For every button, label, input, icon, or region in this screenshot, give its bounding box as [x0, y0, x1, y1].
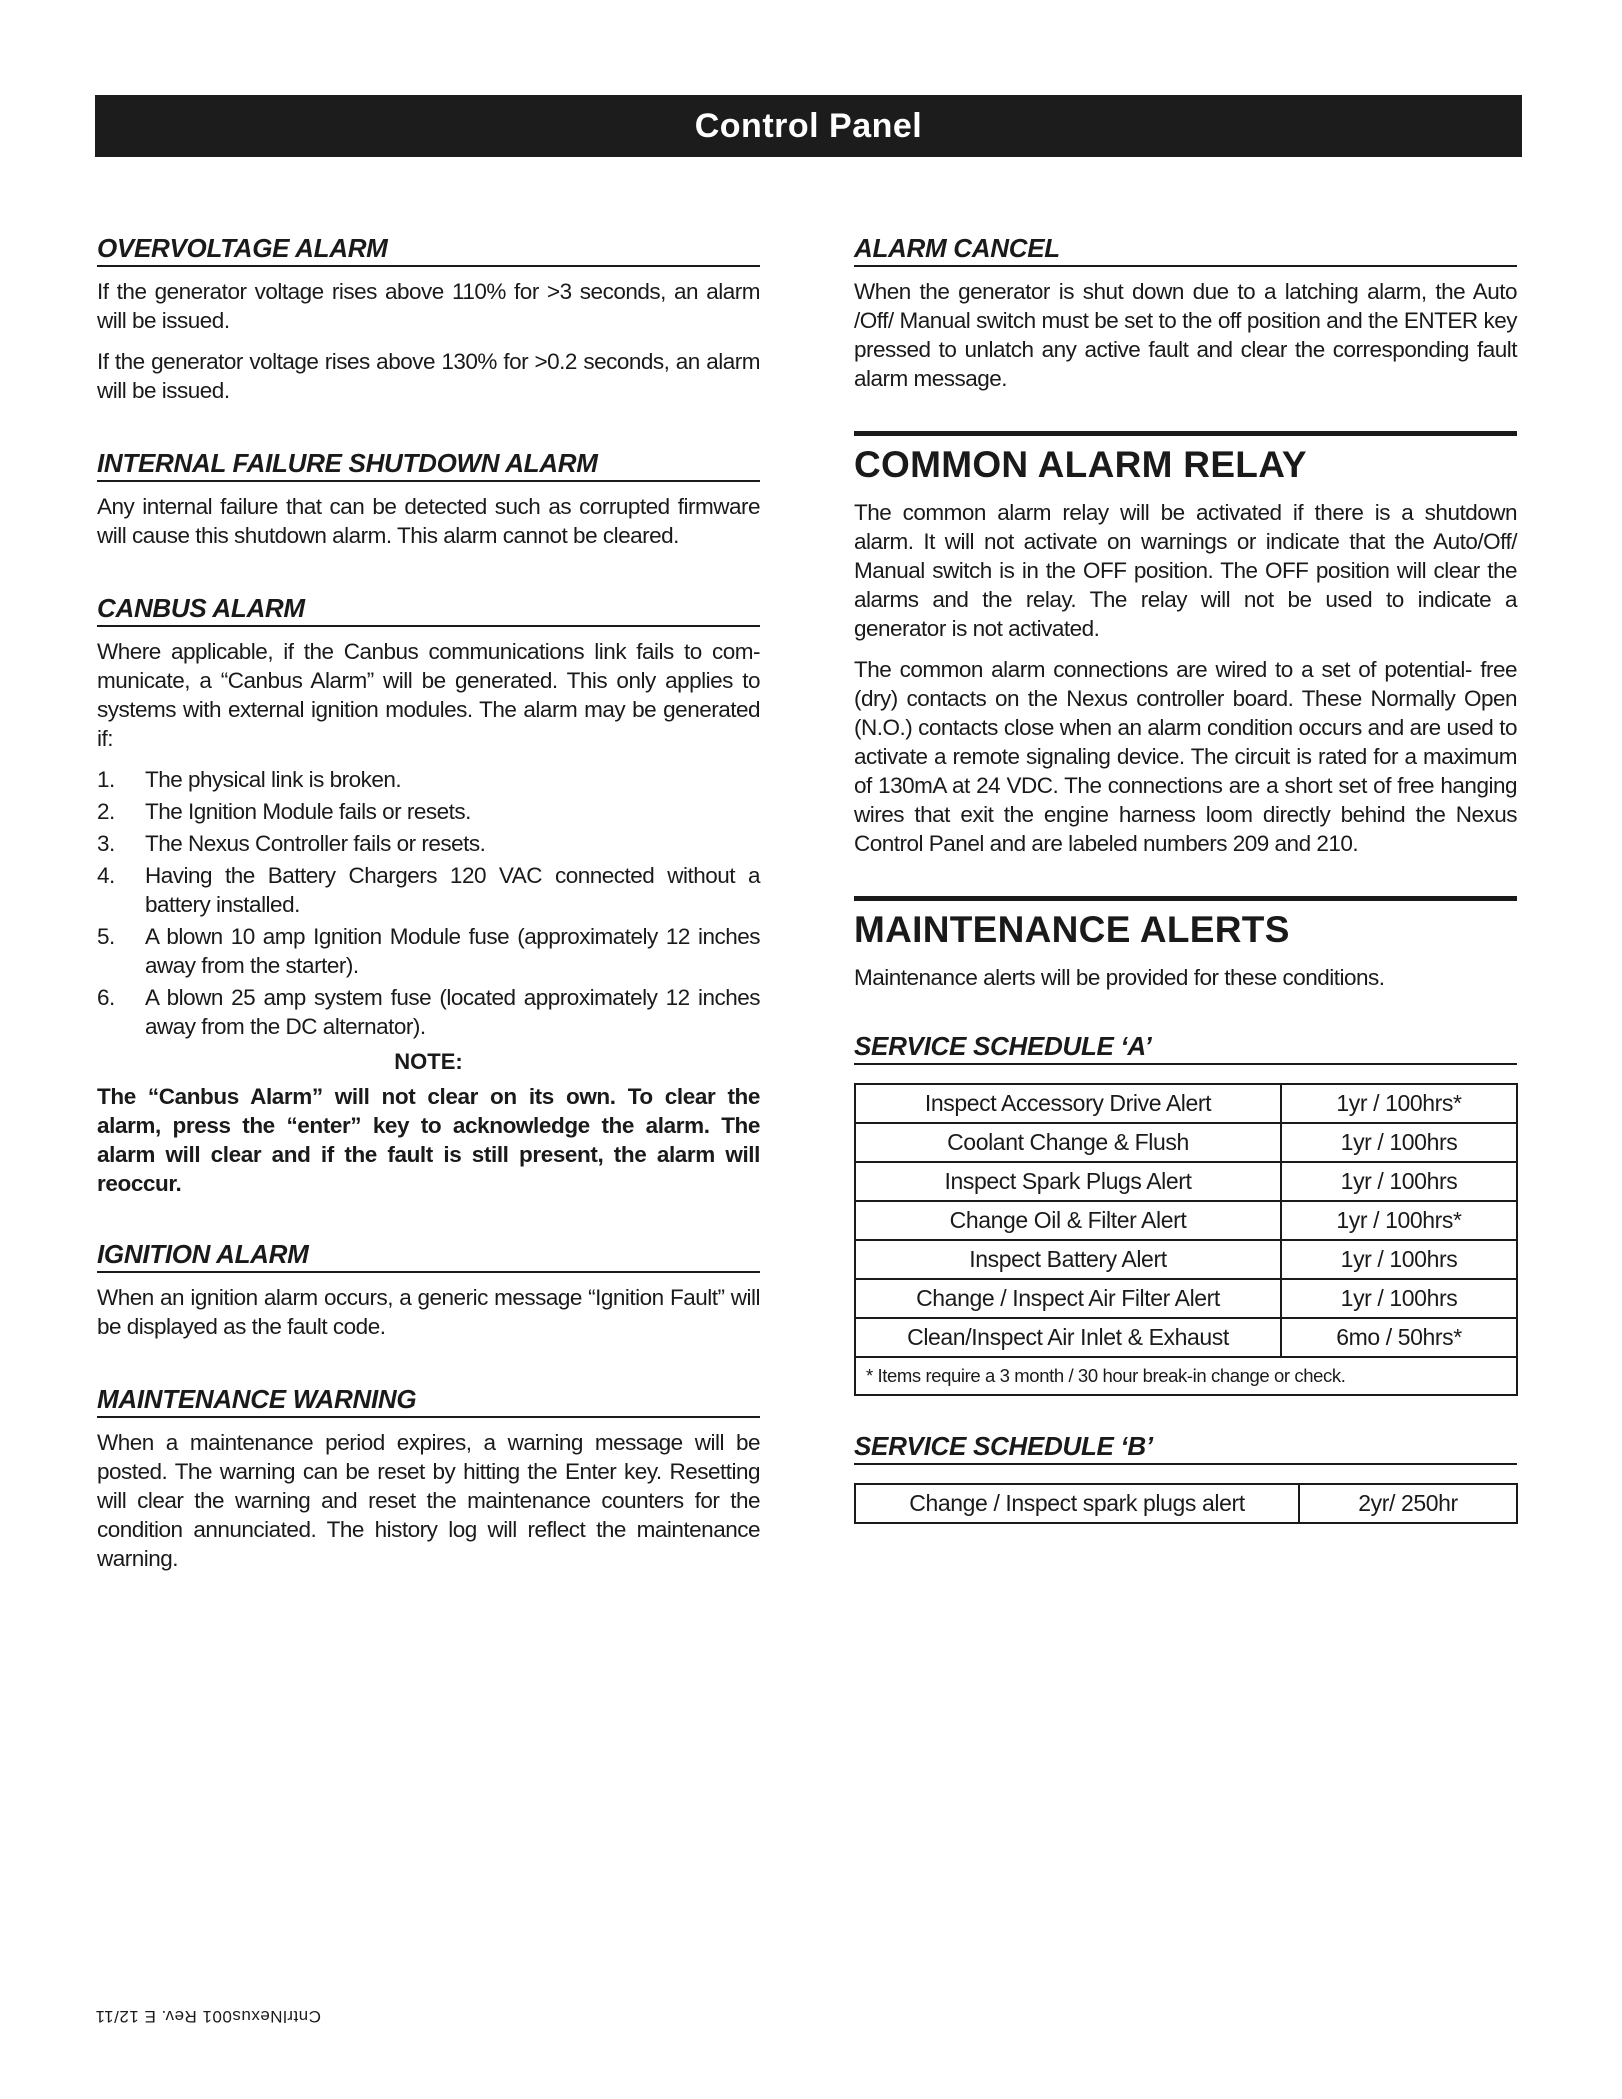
table-cell: Inspect Accessory Drive Alert: [855, 1084, 1281, 1123]
table-cell: 6mo / 50hrs*: [1281, 1318, 1517, 1357]
left-column: [97, 232, 760, 1585]
table-cell: 1yr / 100hrs*: [1281, 1084, 1517, 1123]
paragraph: The common alarm connections are wired to a set of potential- free (dry) contacts on the Nexus controller board. These Normally Open (N.O.) contacts close when an alarm condition occurs and are used to activate a remote signaling device. The circuit is rated for a maximum of 130mA at 24 VDC. The connections are a short set of free hanging wires that exit the engine harness loom directly behind the Nexus Control Panel and are labeled numbers 209 and 210.: [854, 657, 1517, 856]
section-maintenance-warning: [97, 1383, 760, 1573]
section-heading: IGNITION ALARM: [97, 1238, 760, 1273]
section-heading: OVERVOLTAGE ALARM: [97, 232, 760, 267]
paragraph: Maintenance alerts will be provided for these conditions.: [854, 965, 1385, 990]
table-cell: Inspect Spark Plugs Alert: [855, 1162, 1281, 1201]
table-row: [855, 1240, 1517, 1279]
table-cell: 2yr/ 250hr: [1299, 1484, 1517, 1523]
note-title: NOTE:: [394, 1049, 463, 1074]
paragraph: Any internal failure that can be detected such as corrupted firmware will cause this shutdown alarm. This alarm cannot be cleared.: [97, 494, 760, 548]
canbus-conditions-list: [97, 765, 760, 1041]
table-row: [855, 1201, 1517, 1240]
list-item: 1. The physical link is broken.: [97, 767, 402, 792]
table-cell: 1yr / 100hrs: [1281, 1123, 1517, 1162]
page-title: Control Panel: [694, 106, 923, 145]
section-heading: SERVICE SCHEDULE ‘B’: [854, 1430, 1517, 1465]
section-overvoltage: [97, 232, 760, 405]
section-heading: INTERNAL FAILURE SHUTDOWN ALARM: [97, 447, 760, 482]
paragraph: When an ignition alarm occurs, a generic message “Ignition Fault” will be displayed as the fault code.: [97, 1285, 760, 1339]
note-body: The “Canbus Alarm” will not clear on its own. To clear the alarm, press the “enter” key to acknowledge the alarm. The alarm will clear and if the fault is still present, the alarm will reoccur.: [97, 1084, 760, 1196]
paragraph: Where applicable, if the Canbus communications link fails to com- municate, a “Canbus Alarm” will be generated. This only applies to systems with external ignition modules. The alarm may be generated if:: [97, 639, 760, 751]
paragraph: When the generator is shut down due to a latching alarm, the Auto /Off/ Manual switch must be set to the off position and the ENTER key pressed to unlatch any active fault and clear the corresponding fault alarm message.: [854, 279, 1517, 391]
table-row: [855, 1162, 1517, 1201]
table-cell: Change Oil & Filter Alert: [855, 1201, 1281, 1240]
table-footnote-row: [855, 1357, 1517, 1395]
list-item: 5. A blown 10 amp Ignition Module fuse (approximately 12 inches away from the starter).: [97, 924, 760, 978]
table-footnote: * Items require a 3 month / 30 hour break-in change or check.: [855, 1357, 1517, 1395]
section-heading: MAINTENANCE WARNING: [97, 1383, 760, 1418]
table-row: [855, 1318, 1517, 1357]
paragraph: If the generator voltage rises above 130% for >0.2 seconds, an alarm will be issued.: [97, 349, 760, 403]
paragraph: The common alarm relay will be activated if there is a shutdown alarm. It will not activate on warnings or indicate that the Auto/Off/ Manual switch is in the OFF position. The OFF position will clear the alarms and the relay. The relay will not be used to indicate a generator is not activated.: [854, 500, 1517, 641]
service-schedule-b-table: [854, 1483, 1518, 1524]
major-heading: COMMON ALARM RELAY: [854, 431, 1517, 488]
section-heading: CANBUS ALARM: [97, 592, 760, 627]
list-item: 2. The Ignition Module fails or resets.: [97, 799, 471, 824]
table-row: [855, 1084, 1517, 1123]
section-heading: ALARM CANCEL: [854, 232, 1517, 267]
major-heading: MAINTENANCE ALERTS: [854, 896, 1517, 953]
section-canbus: [97, 592, 760, 1198]
list-item: 6. A blown 25 amp system fuse (located approximately 12 inches away from the DC alternator).: [97, 985, 760, 1039]
section-heading: SERVICE SCHEDULE ‘A’: [854, 1030, 1517, 1065]
table-cell: 1yr / 100hrs: [1281, 1240, 1517, 1279]
section-common-alarm-relay: [854, 431, 1517, 858]
table-cell: 1yr / 100hrs: [1281, 1279, 1517, 1318]
paragraph: If the generator voltage rises above 110% for >3 seconds, an alarm will be issued.: [97, 279, 760, 333]
list-item: 3. The Nexus Controller fails or resets.: [97, 831, 486, 856]
right-column: [854, 232, 1517, 1524]
section-internal-failure: [97, 447, 760, 550]
table-cell: 1yr / 100hrs*: [1281, 1201, 1517, 1240]
table-row: [855, 1484, 1517, 1523]
table-row: [855, 1279, 1517, 1318]
document-code: CntrlNexus001 Rev. E 12/11: [95, 2007, 321, 2026]
section-ignition: [97, 1238, 760, 1341]
table-cell: 1yr / 100hrs: [1281, 1162, 1517, 1201]
section-maintenance-alerts: [854, 896, 1517, 992]
table-cell: Clean/Inspect Air Inlet & Exhaust: [855, 1318, 1281, 1357]
list-item: 4. Having the Battery Chargers 120 VAC connected without a battery installed.: [97, 863, 760, 917]
table-cell: Coolant Change & Flush: [855, 1123, 1281, 1162]
paragraph: When a maintenance period expires, a warning message will be posted. The warning can be reset by hitting the Enter key. Resetting will clear the warning and reset the maintenance counters for the condition annunciated. The history log will reflect the maintenance warning.: [97, 1430, 760, 1571]
table-cell: Change / Inspect spark plugs alert: [855, 1484, 1299, 1523]
section-service-schedule-b: [854, 1430, 1517, 1524]
table-row: [855, 1123, 1517, 1162]
section-alarm-cancel: [854, 232, 1517, 393]
section-service-schedule-a: [854, 1030, 1517, 1396]
service-schedule-a-table: [854, 1083, 1518, 1396]
table-cell: Inspect Battery Alert: [855, 1240, 1281, 1279]
table-cell: Change / Inspect Air Filter Alert: [855, 1279, 1281, 1318]
page-banner: [95, 95, 1522, 157]
